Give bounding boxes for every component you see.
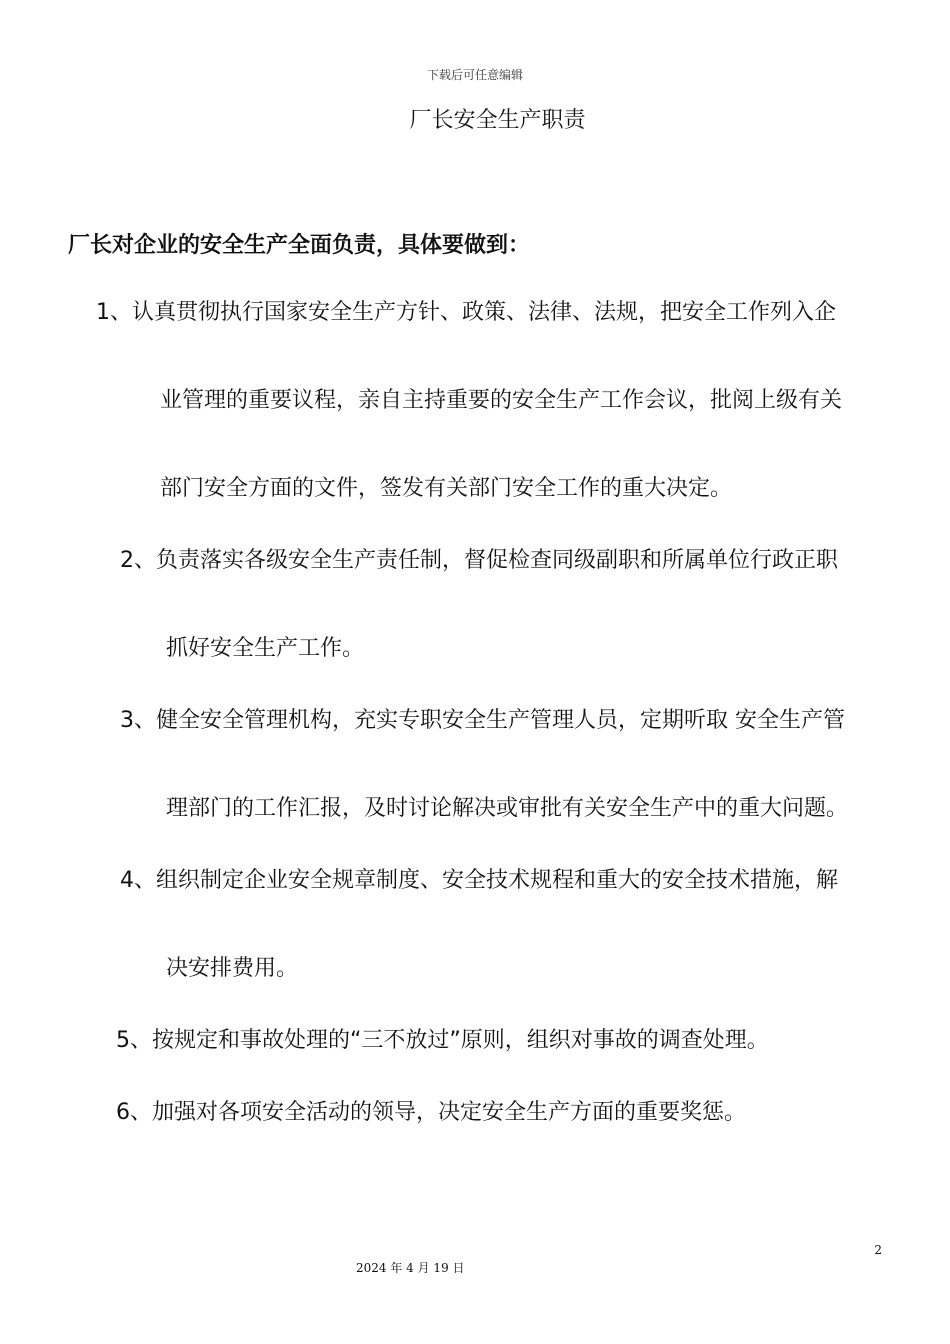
header-note: 下载后可任意编辑 xyxy=(426,68,523,82)
document-title: 厂长安全生产职责 xyxy=(409,108,586,133)
footer-date: 2024 年 4 月 19 日 xyxy=(356,1261,465,1275)
intro-paragraph: 厂长对企业的安全生产全面负责，具体要做到： xyxy=(68,233,531,258)
duty-item-6-line-1: 6、加强对各项安全活动的领导，决定安全生产方面的重要奖惩。 xyxy=(116,1100,746,1125)
duty-item-1-line-2: 业管理的重要议程，亲自主持重要的安全生产工作会议，批阅上级有关 xyxy=(160,388,843,413)
duty-item-2-line-1: 2、负责落实各级安全生产责任制，督促检查同级副职和所属单位行政正职 xyxy=(120,548,838,573)
duty-item-3-line-1: 3、健全安全管理机构，充实专职安全生产管理人员，定期听取 安全生产管 xyxy=(120,708,845,733)
duty-item-2-line-2: 抓好安全生产工作。 xyxy=(166,636,365,661)
duty-item-4-line-2: 决安排费用。 xyxy=(166,956,299,981)
duty-item-4-line-1: 4、组织制定企业安全规章制度、安全技术规程和重大的安全技术措施，解 xyxy=(120,868,838,893)
duty-item-1-line-1: 1、认真贯彻执行国家安全生产方针、政策、法律、法规，把安全工作列入企 xyxy=(96,300,836,325)
duty-item-1-line-3: 部门安全方面的文件，签发有关部门安全工作的重大决定。 xyxy=(160,476,733,501)
duty-item-5-line-1: 5、按规定和事故处理的“三不放过”原则，组织对事故的调查处理。 xyxy=(116,1028,769,1053)
page-number: 2 xyxy=(874,1243,882,1257)
duty-item-3-line-2: 理部门的工作汇报，及时讨论解决或审批有关安全生产中的重大问题。 xyxy=(166,796,849,821)
